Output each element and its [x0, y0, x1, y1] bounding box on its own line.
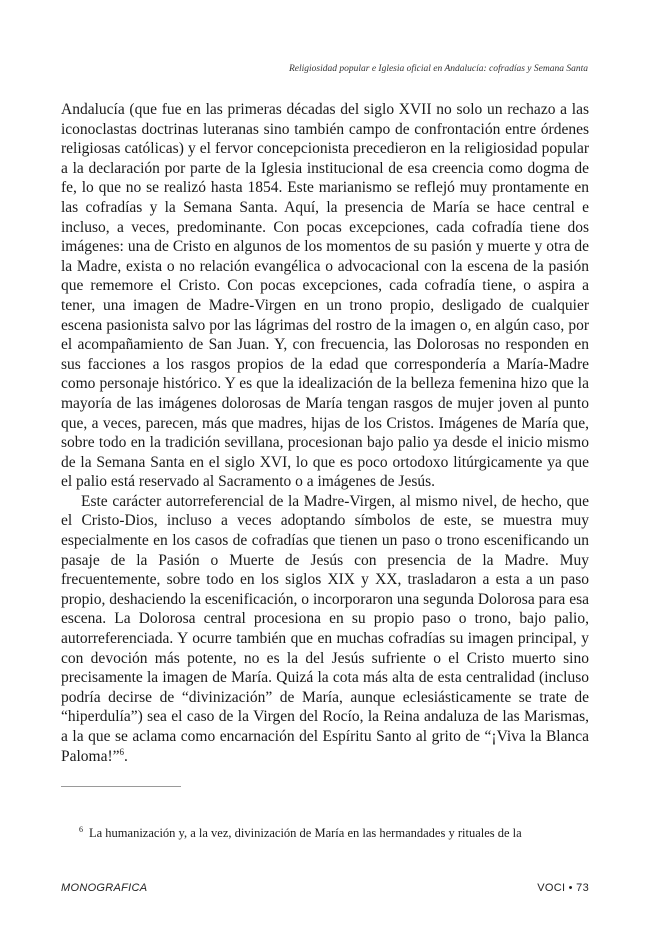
footnote-number: 6	[79, 826, 83, 834]
paragraph-1-text: Andalucía (que fue en las primeras décadas del siglo XVII no solo un rechazo a las iconoclastas doctrinas luteranas sino también campo de confrontación entre órdenes religiosas católicas) y el fervor concepcionista precedieron en la religiosidad popular a la declaración por parte de la Iglesia institucional de esa creencia como dogma de fe, lo que no se realizó hasta 1854. Este marianismo se reflejó muy prontamente en las cofradías y la Semana Santa. Aquí, la presencia de María se hace central e incluso, a veces, predominante. Con pocas excepciones, cada cofradía tiene dos imágenes: una de Cristo en algunos de los momentos de su pasión y muerte y otra de la Madre, exista o no relación evangélica o advocacional con la escena de la pasión que rememore el Cristo. Con pocas excepciones, cada cofradía tiene, o aspira a tener, una imagen de Madre-Virgen en un trono propio, desligado de cualquier escena pasionista salvo por las lágrimas del rostro de la imagen o, en algún caso, por el acompañamiento de San Juan. Y, con frecuencia, las Dolorosas no responden en sus facciones a los rasgos propios de la edad que correspondería a María-Madre como personaje histórico. Y es que la idealización de la belleza femenina hizo que la mayoría de las imágenes dolorosas de María tengan rasgos de mujer joven al punto que, a veces, parecen, más que madres, hijas de los Cristos. Imágenes de María que, sobre todo en la tradición sevillana, procesionan bajo palio ya desde el inicio mismo de la Semana Santa en el siglo XVI, lo que es poco ortodoxo litúrgicamente ya que el palio está reservado al Sacramento o a imágenes de Jesús.	[61, 101, 589, 491]
footer-section-label: MONOGRAFICA	[61, 882, 148, 894]
footnote-reference[interactable]: 6	[119, 746, 125, 757]
footer-page-number: VOCI • 73	[537, 882, 589, 894]
body-text	[61, 100, 589, 766]
running-header: Religiosidad popular e Iglesia oficial en Andalucía: cofradías y Semana Santa	[288, 64, 588, 74]
footnote	[61, 826, 589, 841]
paragraph: Este carácter autorreferencial de la Madre-Virgen, al mismo nivel, de hecho, que el Cristo-Dios, incluso a veces adoptando símbolos de este, se muestra muy especialmente en los casos de cofradías que tienen un paso o trono escenificando un pasaje de la Pasión o Muerte de Jesús con presencia de la Madre. Muy frecuentemente, sobre todo en los siglos XIX y XX, trasladaron a esta a un paso propio, deshaciendo la escenificación, o incorporaron una segunda Dolorosa para esa escena. La Dolorosa central procesiona en su propio paso o trono, bajo palio, autorreferenciada. Y ocurre también que en muchas cofradías su imagen principal, y con devoción más potente, no es la del Jesús sufriente o el Cristo muerto sino precisamente la imagen de María. Quizá la cota más alta de esta centralidad (incluso podría decirse de “divinización” de María, aunque eclesiásticamente se trate de “hiperdulía”) sea el caso de la Virgen del Rocío, la Reina andaluza de las Marismas, a la que se aclama como encarnación del Espíritu Santo al grito de “¡Viva la Blanca Paloma!”$^6$.	[61, 492, 589, 765]
paragraph-2-text: Este carácter autorreferencial de la Madre-Virgen, al mismo nivel, de hecho, que el Cristo-Dios, incluso a veces adoptando símbolos de este, se muestra muy especialmente en los casos de cofradías que tienen un paso o trono escenificando un pasaje de la Pasión o Muerte de Jesús con presencia de la Madre. Muy frecuentemente, sobre todo en los siglos XIX y XX, trasladaron a esta a un paso propio, deshaciendo la escenificación, o incorporaron una segunda Dolorosa para esa escena. La Dolorosa central procesiona en su propio paso o trono, bajo palio, autorreferenciada. Y ocurre también que en muchas cofradías su imagen principal, y con devoción más potente, no es la del Jesús sufriente o el Cristo muerto sino precisamente la imagen de María. Quizá la cota más alta de esta centralidad (incluso podría decirse de “divinización” de María, aunque eclesiásticamente se trate de “hiperdulía”) sea el caso de la Virgen del Rocío, la Reina andaluza de las Marismas, a la que se aclama como encarnación del Espíritu Santo al grito de “¡Viva la Blanca Paloma!”	[61, 492, 589, 765]
paragraph	[61, 100, 589, 492]
footnote-text: La humanización y, a la vez, divinización de María en las hermandades y rituales de la	[89, 826, 522, 840]
footnote-divider	[61, 786, 181, 787]
